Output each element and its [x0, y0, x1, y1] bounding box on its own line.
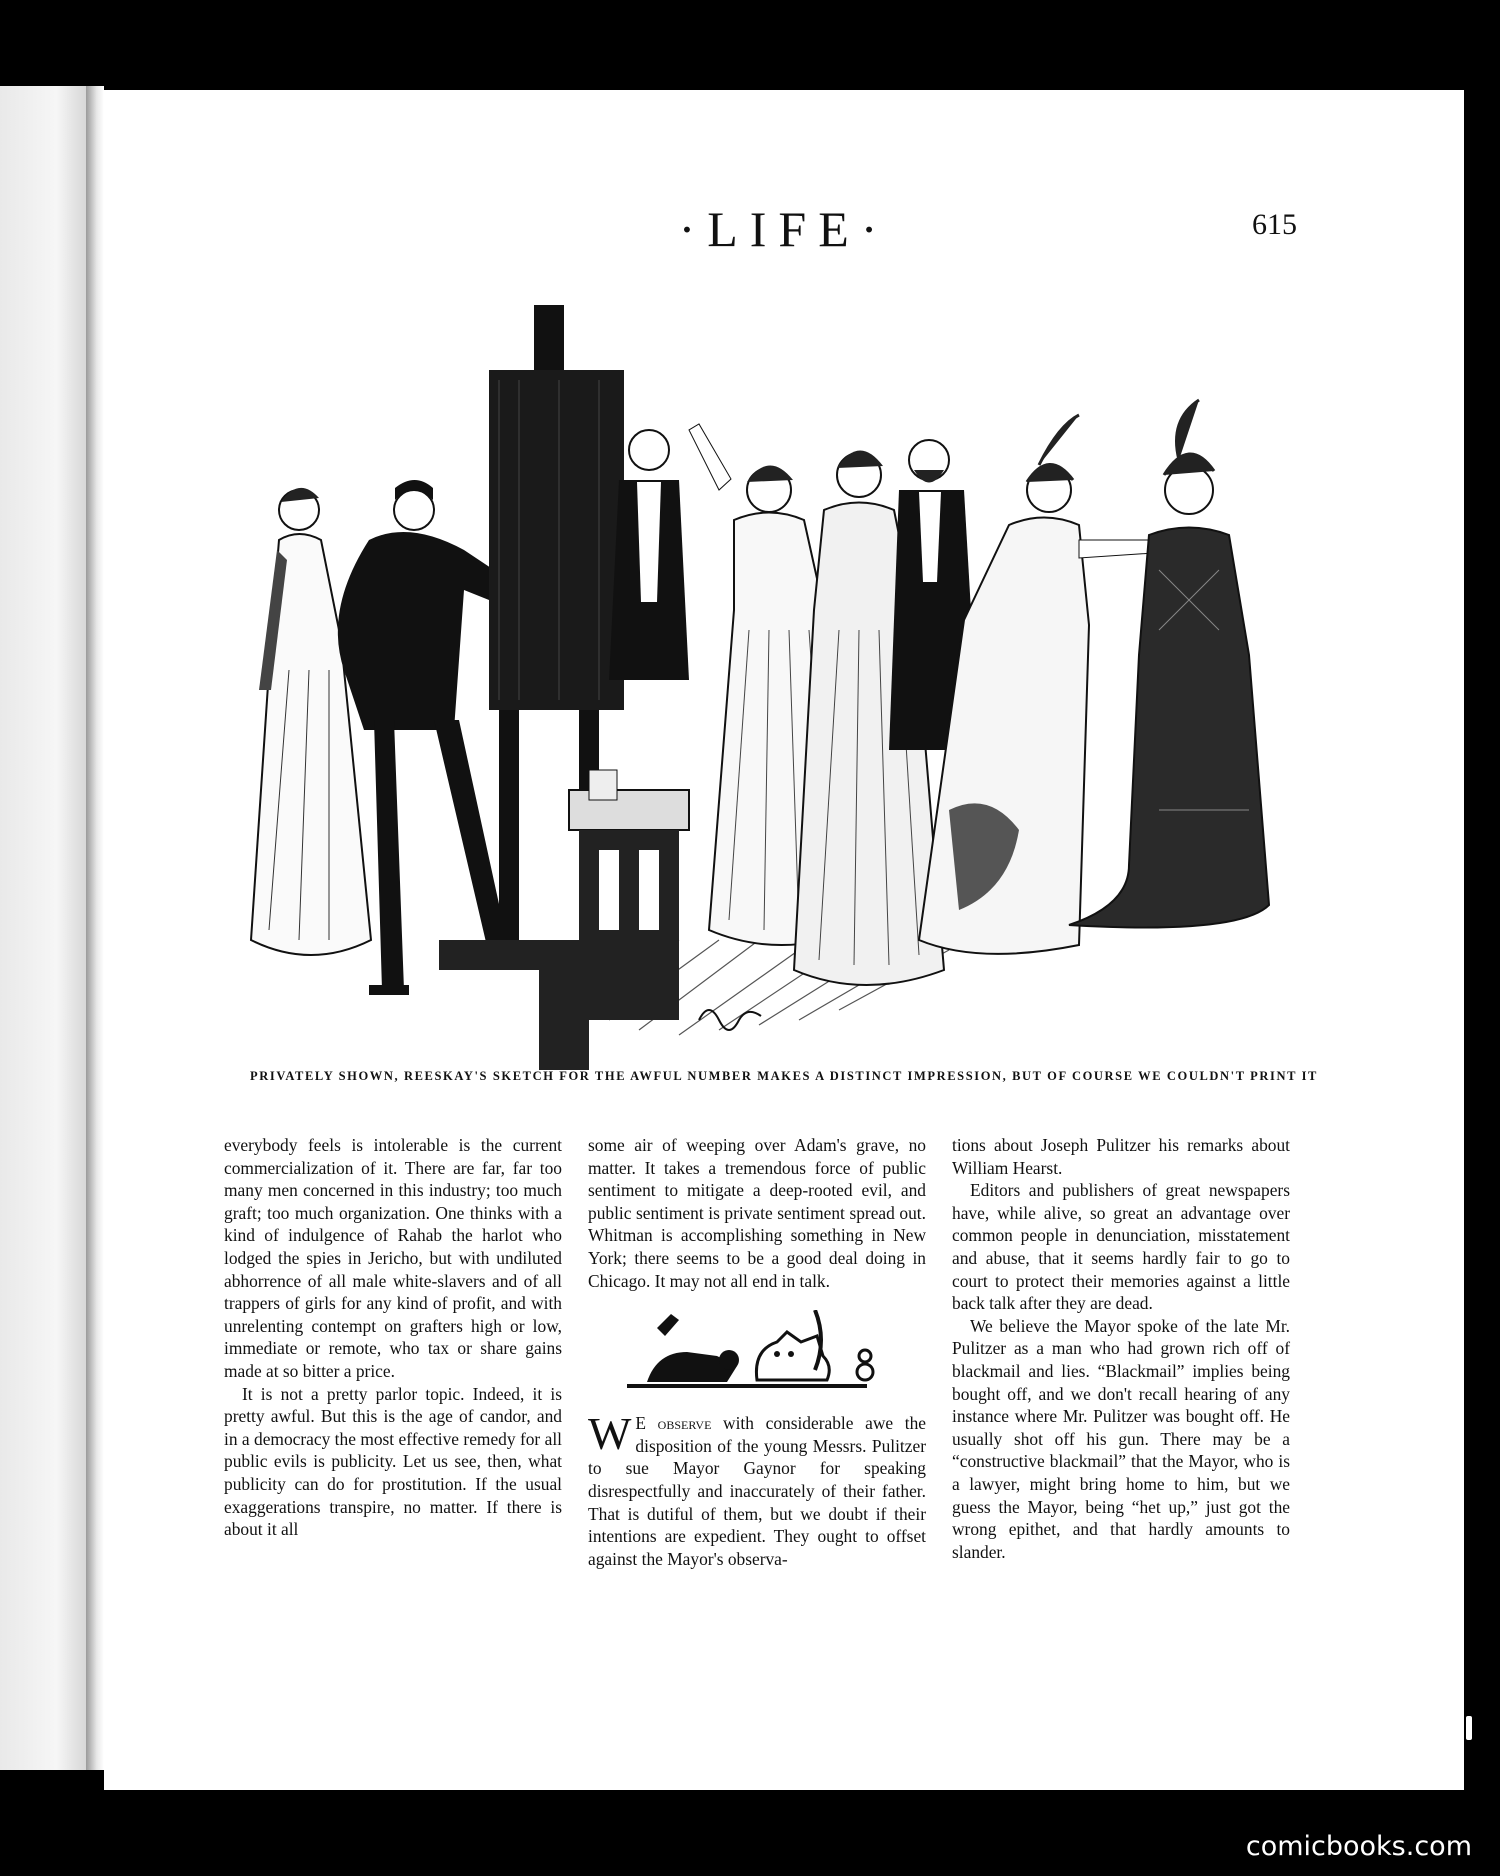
text-column-2: [588, 1134, 926, 1570]
paint-stand: [569, 770, 689, 1020]
paragraph-with-dropcap: [588, 1408, 926, 1570]
lady-left-figure: [251, 488, 371, 955]
paragraph-text: with considerable awe the disposition of the young Messrs. Pulitzer to sue Mayor Gaynor for speaking disrespectfully and inaccurately of their father. That is dutiful of them, but we doubt if their intentions are expedient. They ought to offset against the Mayor's observa-: [588, 1413, 926, 1569]
paragraph: tions about Joseph Pulitzer his remarks about William Hearst.: [952, 1135, 1290, 1178]
paragraph: Editors and publishers of great newspapers have, while alive, so great an advantage over common people in denunciation, misstatement and abuse, that it seems hardly fair to go to court to protect their memories against a little back talk after they are dead.: [952, 1180, 1290, 1314]
site-watermark: comicbooks.com: [1245, 1831, 1472, 1862]
text-column-3: [952, 1134, 1290, 1563]
text-column-1: [224, 1134, 562, 1541]
drawing-of-artist-and-ladies-at-easel: [159, 250, 1319, 1130]
page-number: 615: [1252, 208, 1297, 241]
masthead-title: ·LIFE·: [678, 201, 890, 257]
lead-in-text: E observe: [635, 1413, 712, 1434]
cat-and-dog-vignette-icon: [617, 1310, 897, 1396]
dropcap-letter: W: [588, 1408, 632, 1460]
artist-signature: [699, 1010, 761, 1030]
paragraph: some air of weeping over Adam's grave, no matter. It takes a tremendous force of public sentiment to mitigate a deep-rooted evil, and public sentiment is private sentiment spread out. Whitman is accomplishing something in New York; there seems to be a good deal doing in Chicago. It may not all end in talk.: [588, 1135, 926, 1291]
paragraph: We believe the Mayor spoke of the late Mr. Pulitzer as a man who had grown rich off of blackmail and lies. “Blackmail” implies being bought off, and we don't recall hearing of any instance where Mr. Pulitzer was bought off. He usually shot off his gun. There may be a “constructive blackmail” that the Mayor, who is a lawyer, might bring home to him, but we guess the Mayor, being “het up,” just got the wrong epithet, and that hardly amounts to slander.: [952, 1315, 1290, 1562]
magazine-page: [104, 90, 1464, 1790]
paragraph: It is not a pretty parlor topic. Indeed, it is pretty awful. But this is the age of candor, and in a democracy the most effective remedy for all public evils is publicity. Let us see, then, what publicity can do for prostitution. If the usual exaggerations transpire, no matter. If there is about it all: [224, 1383, 562, 1540]
book-gutter: [86, 86, 104, 1770]
lady-with-feather-hat-figure: [1069, 400, 1269, 928]
paragraph: everybody feels is intolerable is the current commercialization of it. There are far, far too many men concerned in this industry; too much graft; too much organization. One thinks with a kind of indulgence of Rahab the harlot who lodged the spies in Jericho, but with undiluted abhorrence of all male white-slavers and of all trappers of girls for any kind of profit, and with unrelenting contempt on grafters high or low, immediate or remote, who tax or share gains made at so bitter a price.: [224, 1135, 562, 1381]
facing-page-edge: [0, 86, 94, 1770]
page-edge-mark: [1466, 1716, 1472, 1740]
illustration-caption: PRIVATELY SHOWN, REESKAY'S SKETCH FOR THE AWFUL NUMBER MAKES A DISTINCT IMPRESSION, BUT OF COURSE WE COULDN'T PRINT IT: [250, 1069, 1318, 1083]
